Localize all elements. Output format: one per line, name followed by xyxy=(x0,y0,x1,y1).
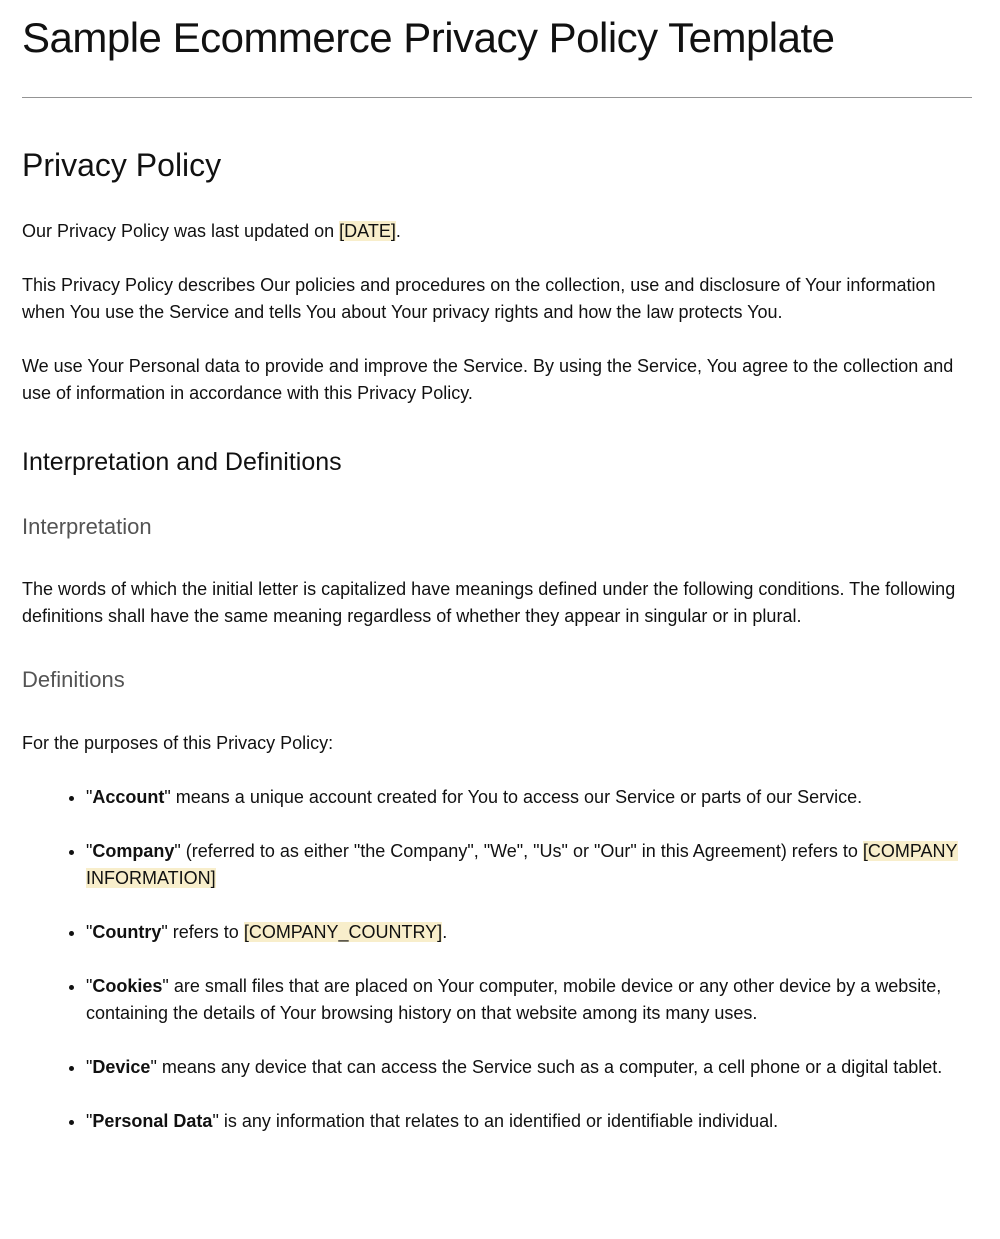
document-title: Sample Ecommerce Privacy Policy Template xyxy=(22,14,835,61)
definition-item-country xyxy=(86,919,972,946)
text-run: " xyxy=(86,1110,93,1131)
defined-term: Cookies xyxy=(92,975,163,996)
text-run: We use Your Personal data to provide and improve the Service. By using the Service, You agree to the collection and use of information in accordance with this Privacy Policy. xyxy=(22,355,954,403)
definitions-lead-paragraph xyxy=(22,730,972,757)
text-run: This Privacy Policy describes Our policies and procedures on the collection, use and disclosure of Your information when You use the Service and tells You about Your privacy rights and how the law protects You. xyxy=(22,274,936,322)
text-run: " xyxy=(86,975,93,996)
text-run: " means a unique account created for You to access our Service or parts of our Service. xyxy=(164,786,863,807)
defined-term: Personal Data xyxy=(92,1110,213,1131)
text-run: For the purposes of this Privacy Policy: xyxy=(22,732,334,753)
placeholder-highlight: [DATE] xyxy=(339,220,396,241)
text-run: . xyxy=(395,220,401,241)
text-run: " xyxy=(86,840,93,861)
defined-term: Company xyxy=(92,840,175,861)
placeholder-highlight: [COMPANY_COUNTRY] xyxy=(243,921,443,942)
placeholder-highlight: [COMPANY INFORMATION] xyxy=(86,840,958,888)
text-run: The words of which the initial letter is capitalized have meanings defined under the following conditions. The following definitions shall have the same meaning regardless of whether they appear in singular or in plural. xyxy=(22,579,956,627)
text-run: " xyxy=(86,786,93,807)
text-run: " xyxy=(86,1056,93,1077)
section-heading-interpretation-and-definitions: Interpretation and Definitions xyxy=(22,447,342,476)
defined-term: Account xyxy=(92,786,165,807)
last-updated-paragraph xyxy=(22,218,972,245)
defined-term: Country xyxy=(92,921,162,942)
definition-item-cookies xyxy=(86,973,972,1027)
policy-description-paragraph xyxy=(22,272,972,326)
text-run: . xyxy=(442,921,448,942)
text-run: " (referred to as either "the Company", "We", "Us" or "Our" in this Agreement) refers to xyxy=(174,840,863,861)
subsection-heading-interpretation: Interpretation xyxy=(22,513,152,539)
text-run: " xyxy=(86,921,93,942)
defined-term: Device xyxy=(92,1056,151,1077)
title-divider xyxy=(22,97,972,98)
definition-item-account xyxy=(86,784,972,811)
text-run: " are small files that are placed on Your computer, mobile device or any other device by a website, containing the details of Your browsing history on that website among its many uses. xyxy=(86,975,942,1023)
policy-heading: Privacy Policy xyxy=(22,146,222,183)
definition-item-device xyxy=(86,1054,972,1081)
text-run: " is any information that relates to an identified or identifiable individual. xyxy=(212,1110,779,1131)
data-usage-paragraph xyxy=(22,353,972,407)
text-run: " means any device that can access the Service such as a computer, a cell phone or a digital tablet. xyxy=(150,1056,943,1077)
definitions-list xyxy=(22,784,972,1135)
text-run: Our Privacy Policy was last updated on xyxy=(22,220,340,241)
interpretation-paragraph xyxy=(22,576,972,630)
definition-item-company xyxy=(86,838,972,892)
subsection-heading-definitions: Definitions xyxy=(22,667,125,693)
privacy-policy-page xyxy=(0,12,1000,1239)
text-run: " refers to xyxy=(161,921,244,942)
definition-item-personal-data xyxy=(86,1108,972,1135)
